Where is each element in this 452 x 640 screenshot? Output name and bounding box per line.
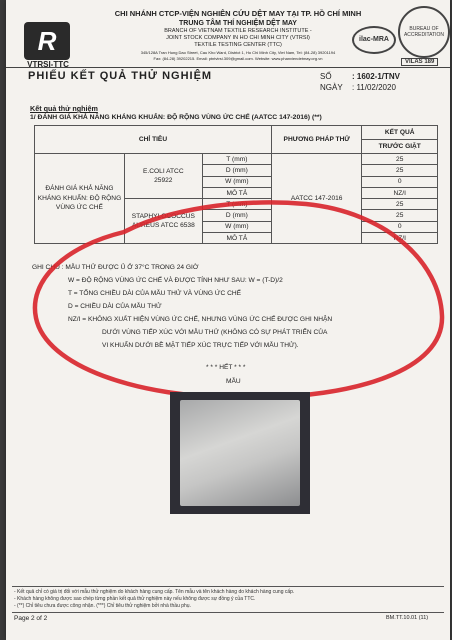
footer-note-2: - Khách hàng không được sao chép từng phần kết quả thử nghiệm này nếu không được sự đồng ý của TTC. (14, 596, 256, 602)
form-code: BM.TT.10.01 (11) (386, 615, 429, 621)
criteria-group: ĐÁNH GIÁ KHẢ NĂNG KHÁNG KHUẨN: ĐỘ RỘNG VÙNG ỨC CHẾ (35, 154, 125, 244)
vilas-badge: VILAS 189 (401, 58, 438, 66)
col-result: KẾT QUẢ (362, 126, 438, 140)
header-line-5: TEXTILE TESTING CENTER (TTC) (194, 42, 282, 48)
footer-divider-2 (12, 612, 444, 613)
col-method: PHƯƠNG PHÁP THỬ (271, 126, 361, 154)
logo-label: VTRSI-TTC (27, 60, 69, 69)
param-cell: T (mm) (202, 154, 271, 165)
footer-note-3: - (**) Chỉ tiêu chưa được công nhận. (***) Chỉ tiêu thử nghiệm bởi nhà thầu phụ. (14, 603, 191, 609)
value-cell: 0 (362, 221, 438, 232)
param-cell: W (mm) (202, 176, 271, 187)
red-circle-annotation (6, 0, 450, 640)
param-cell: MÔ TẢ (202, 233, 271, 244)
header-address: 345/128A Tran Hung Dao Street, Cau Kho Ward, District 1, Ho Chi Minh City, Viet Nam, Tel: (84-28) 39201194 (140, 50, 336, 55)
fabric-sample-photo (180, 400, 300, 506)
organism-ecoli: E.COLI ATCC 25922 (124, 154, 202, 199)
note-nzi-line2: DƯỚI VÙNG TIẾP XÚC VỚI MẪU THỬ (KHÔNG CÓ SỰ PHÁT TRIỂN CỦA (102, 329, 328, 336)
note-nzi-line3: VI KHUẨN DƯỚI BỀ MẶT TIẾP XÚC TRỰC TIẾP VỚI MẪU THỬ). (102, 342, 299, 349)
report-date-label: NGÀY (320, 83, 343, 92)
param-cell: W (mm) (202, 221, 271, 232)
col-result-before-wash: TRƯỚC GIẶT (362, 140, 438, 154)
report-number-label: SỐ (320, 72, 332, 81)
col-criteria: CHỈ TIÊU (35, 126, 272, 154)
value-cell: 0 (362, 176, 438, 187)
param-cell: D (mm) (202, 165, 271, 176)
document-page (6, 0, 450, 640)
param-cell: MÔ TẢ (202, 187, 271, 198)
header-line-4: JOINT STOCK COMPANY IN HO CHI MINH CITY (VTRSI) (166, 35, 310, 41)
report-number: : 1602-1/TNV (352, 72, 401, 81)
param-cell: D (mm) (202, 210, 271, 221)
header-line-1: CHI NHÁNH CTCP-VIỆN NGHIÊN CỨU DỆT MAY TẠI TP. HỒ CHÍ MINH (114, 9, 362, 18)
note-d-definition: D = CHIỀU DÀI CỦA MẪU THỬ (68, 303, 162, 310)
note-t-definition: T = TỔNG CHIỀU DÀI CỦA MẪU THỬ VÀ VÙNG ỨC CHẾ (68, 290, 242, 297)
page-number: Page 2 of 2 (14, 615, 48, 622)
hand-drawn-circle (35, 202, 442, 398)
header-line-3: BRANCH OF VIETNAM TEXTILE RESEARCH INSTITUTE - (164, 28, 312, 34)
value-cell: 25 (362, 154, 438, 165)
footer-divider (12, 586, 444, 587)
note-nzi-definition: NZ/I = KHÔNG XUẤT HIỆN VÙNG ỨC CHẾ, NHƯNG VÙNG ỨC CHẾ ĐƯỢC GHI NHẬN (68, 316, 333, 323)
results-subheading: 1/ ĐÁNH GIÁ KHẢ NĂNG KHÁNG KHUẨN: ĐỘ RỘNG VÙNG ỨC CHẾ (AATCC 147-2016) (**) (30, 114, 322, 121)
report-title: PHIẾU KẾT QUẢ THỬ NGHIỆM (28, 70, 213, 82)
accreditation-seal: BUREAU OF ACCREDITATION (398, 6, 450, 58)
end-marker: * * * HẾT * * * (206, 364, 246, 371)
header-line-2: TRUNG TÂM THÍ NGHIỆM DỆT MAY (179, 20, 297, 27)
ilac-mra-logo: ilac-MRA (352, 26, 396, 54)
value-cell: 25 (362, 199, 438, 210)
sample-label: MẪU (226, 378, 241, 385)
results-heading: Kết quả thử nghiệm (30, 104, 98, 113)
method-cell: AATCC 147-2016 (271, 154, 361, 244)
organism-staph: STAPHYLOCOCCUS AUREUS ATCC 6538 (124, 199, 202, 244)
note-incubation: GHI CHÚ : MẪU THỬ ĐƯỢC Ủ Ở 37°C TRONG 24 GIỜ (32, 264, 199, 271)
vtrsi-logo: R (24, 22, 70, 60)
value-cell: 25 (362, 165, 438, 176)
note-w-formula: W = ĐỘ RỘNG VÙNG ỨC CHẾ VÀ ĐƯỢC TÍNH NHƯ SAU: W = (T-D)/2 (68, 277, 283, 284)
value-cell: NZ/I (362, 187, 438, 198)
value-cell: 25 (362, 210, 438, 221)
value-cell: NZ/I (362, 233, 438, 244)
header-contact: Fax: (84-28) 39202215. Email: ptntvtrsi.309@gmail.com. Website: www.phanviendetmay.org.vn (153, 56, 323, 61)
report-date: : 11/02/2020 (352, 83, 396, 92)
footer-note-1: - Kết quả chỉ có giá trị đối với mẫu thử nghiệm do khách hàng cung cấp. Tên mẫu và tên khách hàng do khách hàng cung cấp. (14, 589, 295, 595)
param-cell: T (mm) (202, 199, 271, 210)
